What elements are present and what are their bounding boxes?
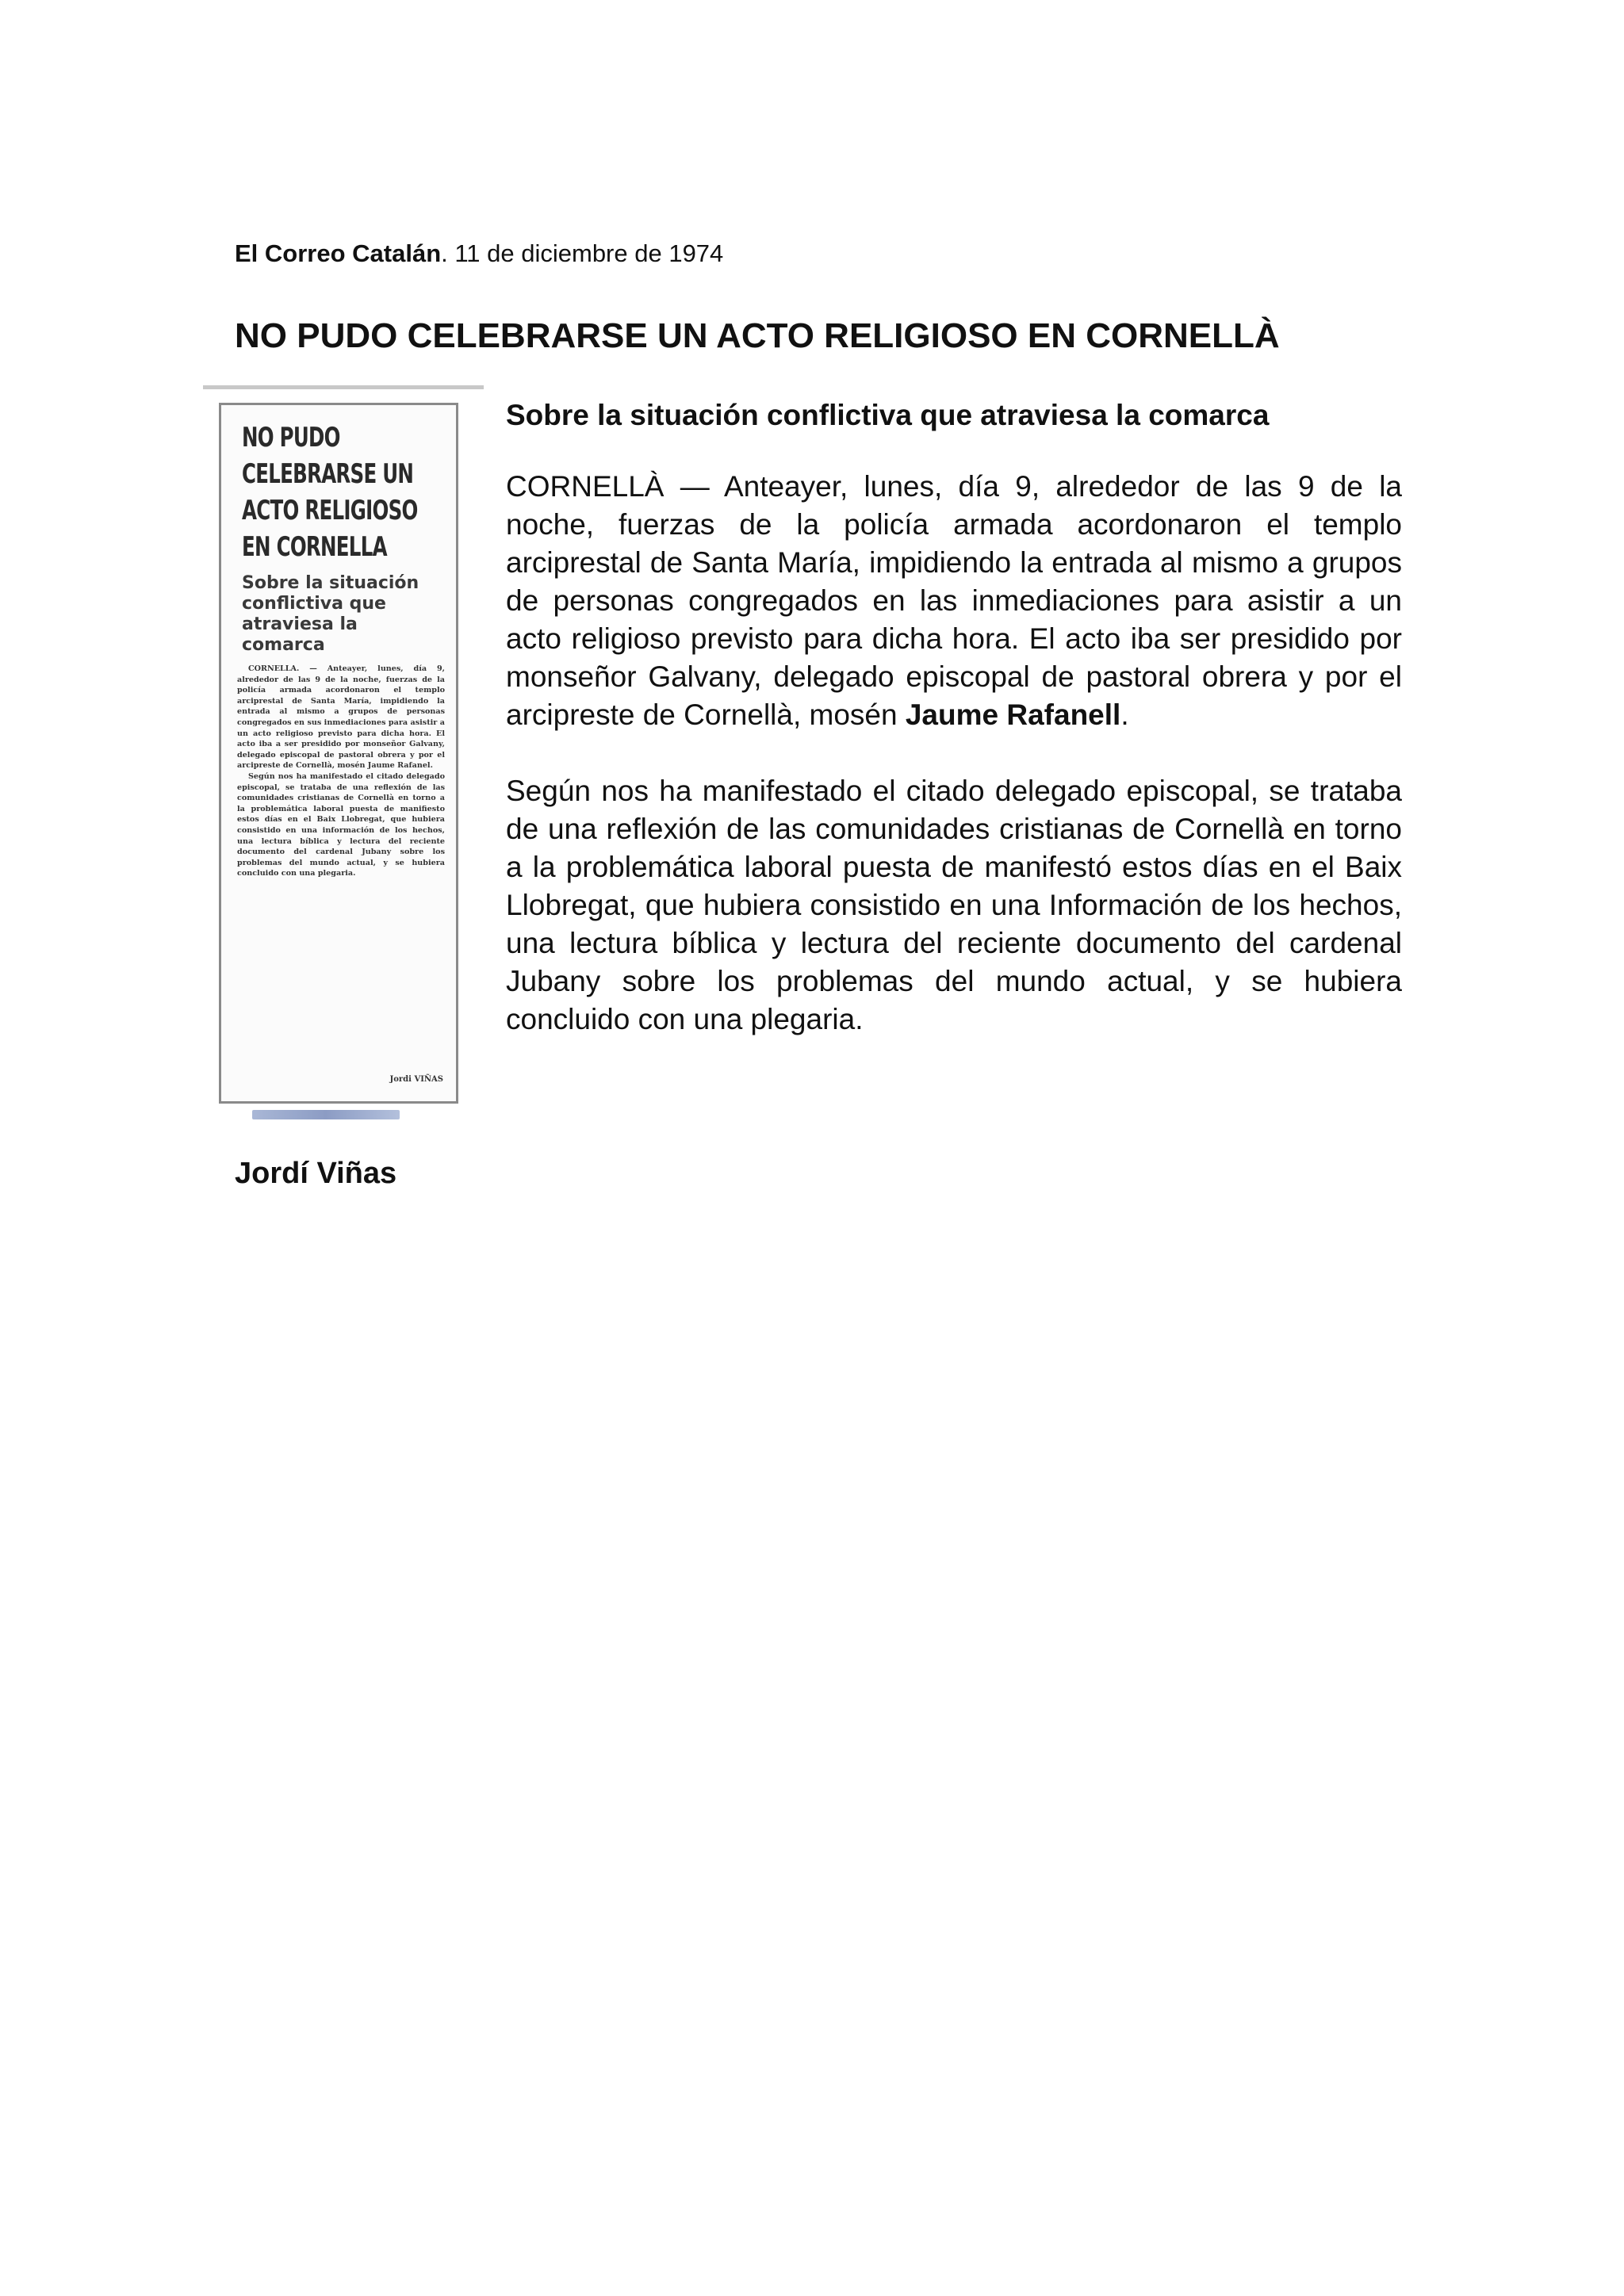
clipping-headline: NO PUDO CELEBRARSE UN ACTO RELIGIOSO EN CORNELLA bbox=[242, 422, 418, 563]
article-body bbox=[506, 468, 1402, 1077]
clipping-paragraph: CORNELLA. — Anteayer, lunes, día 9, alrededor de las 9 de la noche, fuerzas de la policía armada acordonaron el templo arciprestal de Santa María, impidiendo la entrada al mismo a grupos de personas congregados en sus inmediaciones para asistir a un acto religioso previsto para dicha hora. El acto iba a ser presidido por monseñor Galvany, delegado episcopal de pastoral obrera y por el arcipreste de Cornellà, mosén Jaume Rafanel. bbox=[237, 664, 445, 771]
clipping-subtitle: Sobre la situación conflictiva que atraviesa la comarca bbox=[242, 573, 419, 655]
clipping-source-caption bbox=[252, 1110, 400, 1119]
article-paragraph-1 bbox=[506, 468, 1402, 734]
paragraph-1-end: . bbox=[1120, 698, 1129, 731]
paragraph-1-text: CORNELLÀ — Anteayer, lunes, día 9, alrededor de las 9 de la noche, fuerzas de la policía armada acordonaron el templo arciprestal de Santa María, impidiendo la entrada al mismo a grupos de personas congregados en las inmediaciones para asistir a un acto religioso previsto para dicha hora. El acto iba ser presidido por monseñor Galvany, delegado episcopal de pastoral obrera y por el arcipreste de Cornellà, mosén bbox=[506, 470, 1402, 731]
clipping-top-rule bbox=[203, 385, 484, 389]
clipping-author: Jordi VIÑAS bbox=[389, 1075, 443, 1084]
newspaper-name: El Correo Catalán bbox=[235, 239, 442, 267]
source-line bbox=[235, 238, 723, 270]
article-subtitle: Sobre la situación conflictiva que atraviesa la comarca bbox=[506, 399, 1270, 431]
clipping-body bbox=[237, 664, 445, 879]
article-paragraph-2: Según nos ha manifestado el citado delegado episcopal, se trataba de una reflexión de las comunidades cristianas de Cornellà en torno a la problemática laboral puesta de manifestó estos días en el Baix Llobregat, que hubiera consistido en una Información de los hechos, una lectura bíblica y lectura del reciente documento del cardenal Jubany sobre los problemas del mundo actual, y se hubiera concluido con una plegaria. bbox=[506, 775, 1402, 1035]
article-headline: NO PUDO CELEBRARSE UN ACTO RELIGIOSO EN CORNELLÀ bbox=[235, 316, 1280, 355]
publication-date: . 11 de diciembre de 1974 bbox=[441, 239, 724, 267]
person-name-bold: Jaume Rafanell bbox=[905, 698, 1121, 731]
clipping-paragraph: Según nos ha manifestado el citado delegado episcopal, se trataba de una reflexión de las comunidades cristianas de Cornellà en torno a la problemática laboral puesta de manifiesto estos días en el Baix Llobregat, que hubiera consistido en una información de los hechos, una lectura bíblica y lectura del reciente documento del cardenal Jubany sobre los problemas del mundo actual, y se hubiera concluido con una plegaria. bbox=[237, 771, 445, 878]
author-byline: Jordí Viñas bbox=[235, 1157, 397, 1190]
newspaper-clipping-image bbox=[219, 403, 458, 1104]
